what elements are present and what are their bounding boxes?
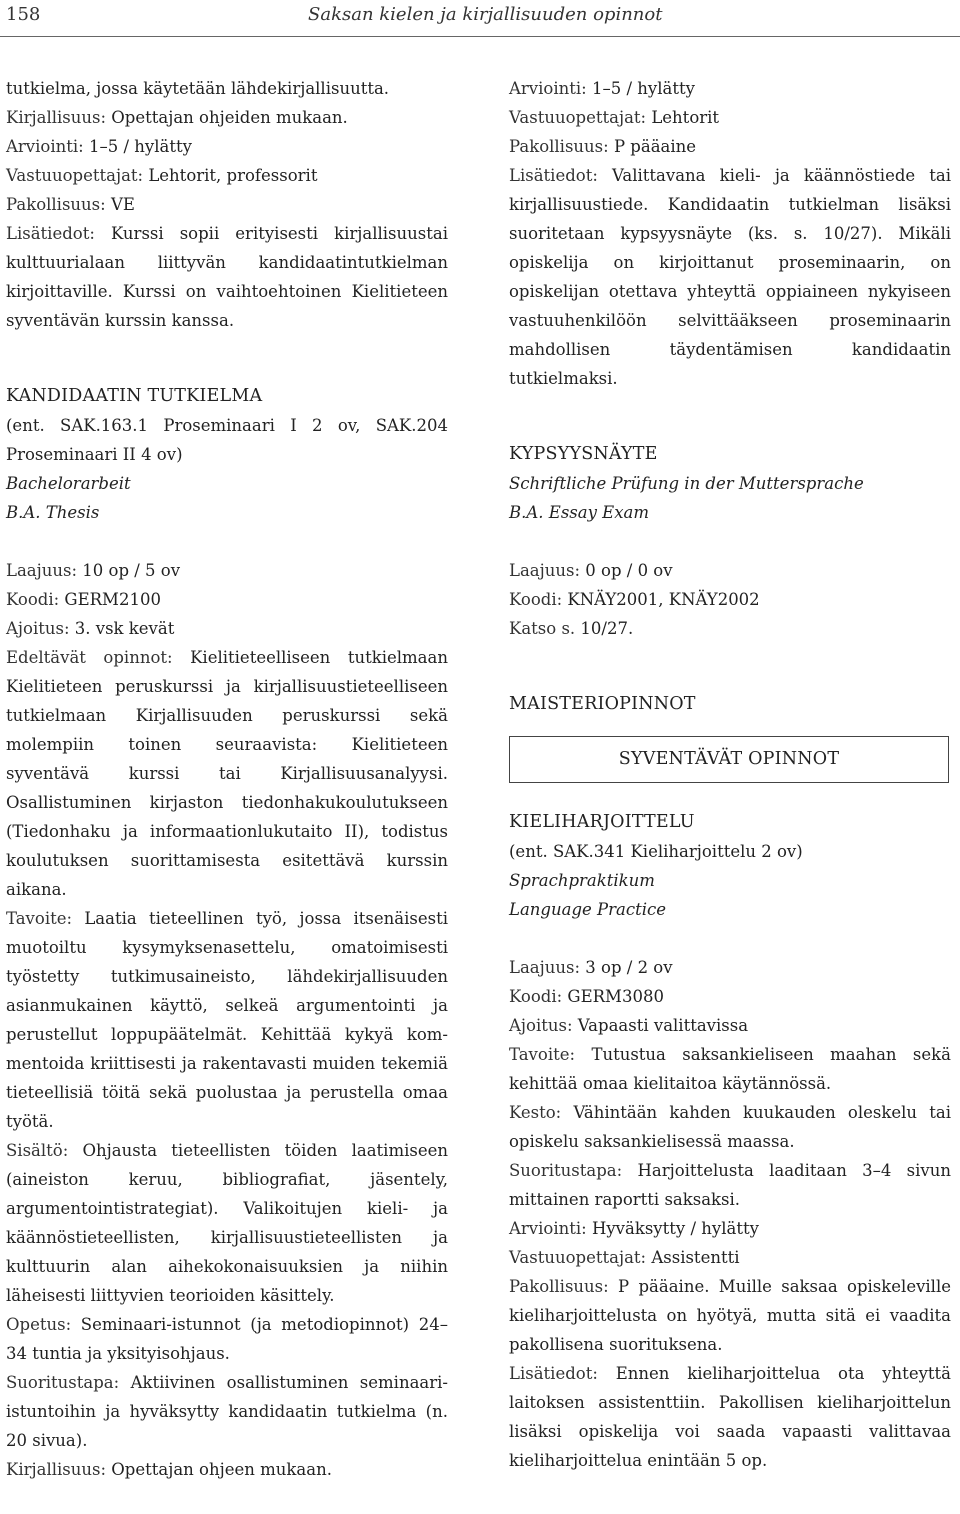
entry-scope <box>509 556 951 585</box>
advanced-studies-box <box>509 736 949 783</box>
entry-text: Tutustua saksankieliseen maahan sekä kehittää omaa kielitaitoa käytännössä. <box>509 1045 951 1093</box>
entry-label: Vastuuopettajat: <box>6 166 144 185</box>
entry-label: Laajuus: <box>509 958 581 977</box>
entry-label: Vastuuopettajat: <box>509 1248 647 1267</box>
language-practice-english-title: Language Practice <box>509 900 666 919</box>
entry-text: Vapaasti valittavissa <box>572 1016 749 1035</box>
entry-text: VE <box>105 195 135 214</box>
entry-see-page <box>509 614 951 643</box>
entry-text: Ohjausta tieteellisten töiden laatimiseen (aineiston keruu, bibliografiat, jäsentely, argumentointistrategiat). Valikoitujen kieli- ja käännöstieteellisten, kirjallisuustieteellisten ja kulttuurin alan aihekokonaisuuksien ja niihin läheisesti liittyvien teorioiden käsittely. <box>6 1141 448 1305</box>
entry-timing <box>6 614 448 643</box>
spacer <box>6 527 448 556</box>
entry-label: Suoritustapa: <box>509 1161 623 1180</box>
entry-label: Tavoite: <box>6 909 73 928</box>
language-practice-replaces: (ent. SAK.341 Kieliharjoittelu 2 ov) <box>509 842 803 861</box>
entry-compulsory <box>509 132 951 161</box>
entry-label: Opetus: <box>6 1315 72 1334</box>
entry-text: Kurssi sopii erityisesti kirjallisuustai kulttuurialaan liittyvän kandidaatintutkielman kirjoittaville. Kurssi on vaihtoehtoinen Kielitieteen syventävän kurssin kanssa. <box>6 224 448 330</box>
entry-label: Pakollisuus: <box>509 1277 609 1296</box>
entry-duration <box>509 1098 951 1156</box>
spacer <box>6 335 448 382</box>
entry-label: Arviointi: <box>509 79 587 98</box>
entry-assessment <box>509 1214 951 1243</box>
entry-label: Suoritustapa: <box>6 1373 120 1392</box>
entry-label: Pakollisuus: <box>6 195 106 214</box>
entry-teachers <box>509 103 951 132</box>
entry-objective <box>509 1040 951 1098</box>
entry-label: Koodi: <box>509 987 563 1006</box>
entry-text: GERM3080 <box>562 987 664 1006</box>
entry-text: Laatia tieteellinen työ, jossa itsenäisesti muotoiltu kysymyksenasettelu, omatoimisesti työstetty tutkimusaineisto, lähdekirjallisuuden asianmukainen käyttö, selkeä argumentointi ja perustellut loppupäätelmät. Kehittää kykyä kommentoida kriittisesti ja rakentavasti muiden tekemiä tieteellisiä töitä sekä puolustaa ja perustella omaa työtä. <box>6 909 448 1131</box>
entry-text: Vähintään kahden kuukauden oleskelu tai opiskelu saksankielisessä maassa. <box>509 1103 951 1151</box>
entry-label: Arviointi: <box>509 1219 587 1238</box>
entry-label: Pakollisuus: <box>509 137 609 156</box>
entry-compulsory <box>509 1272 951 1359</box>
thesis-replaces: (ent. SAK.163.1 Proseminaari I 2 ov, SAK.204 Proseminaari II 4 ov) <box>6 416 448 464</box>
entry-teaching <box>6 1310 448 1368</box>
entry-scope <box>509 953 951 982</box>
entry-text: P pääaine <box>608 137 697 156</box>
entry-text: 10 op / 5 ov <box>77 561 181 580</box>
entry-text: Lehtorit <box>646 108 720 127</box>
entry-text: Lehtorit, professorit <box>143 166 318 185</box>
entry-additional-info <box>509 1359 951 1475</box>
entry-teachers <box>6 161 448 190</box>
entry-scope <box>6 556 448 585</box>
entry-label: Koodi: <box>509 590 563 609</box>
entry-code <box>6 585 448 614</box>
entry-text: Harjoittelusta laaditaan 3–4 sivun mittainen raportti saksaksi. <box>509 1161 951 1209</box>
entry-label: Tavoite: <box>509 1045 576 1064</box>
entry-assessment <box>6 132 448 161</box>
entry-text: 0 op / 0 ov <box>580 561 673 580</box>
entry-text: GERM2100 <box>59 590 161 609</box>
left-column <box>6 74 448 1484</box>
entry-label: Ajoitus: <box>509 1016 573 1035</box>
entry-label: Sisältö: <box>6 1141 69 1160</box>
entry-text: 1–5 / hylätty <box>83 137 192 156</box>
entry-teachers <box>509 1243 951 1272</box>
entry-text: Opettajan ohjeen mukaan. <box>106 1460 332 1479</box>
header-rule <box>0 36 960 37</box>
entry-label: Laajuus: <box>6 561 78 580</box>
entry-objective <box>6 904 448 1136</box>
entry-text: 1–5 / hylätty <box>586 79 695 98</box>
entry-label: Kirjallisuus: <box>6 1460 107 1479</box>
entry-label: Lisätiedot: <box>509 166 598 185</box>
entry-timing <box>509 1011 951 1040</box>
entry-compulsory <box>6 190 448 219</box>
entry-text: Hyväksytty / hylätty <box>586 1219 759 1238</box>
entry-literature <box>6 103 448 132</box>
entry-prerequisites <box>6 643 448 904</box>
intro-continuation: tutkielma, jossa käytetään lähdekirjallisuutta. <box>6 79 390 98</box>
thesis-heading: KANDIDAATIN TUTKIELMA <box>6 386 263 406</box>
running-title: Saksan kielen ja kirjallisuuden opinnot <box>308 4 663 25</box>
entry-label: Lisätiedot: <box>6 224 95 243</box>
entry-text: Ennen kieliharjoittelua ota yhteyttä laitoksen assistenttiin. Pakollisen kieliharjoittelun lisäksi opiskelija voi saada vapaasti valittavaa kieliharjoittelua enintään 5 op. <box>509 1364 951 1470</box>
entry-text: KNÄY2001, KNÄY2002 <box>562 590 760 609</box>
entry-label: Katso s. <box>509 619 576 638</box>
entry-text: Kielitieteelliseen tutkielmaan Kielitieteen peruskurssi ja kirjallisuustieteelliseen tutkielmaan Kirjallisuuden peruskurssi sekä molempiin toinen seuraavista: Kielitieteen syventävä kurssi tai Kirjallisuusanalyysi. Osallistuminen kirjaston tiedonhakukoulutukseen (Tiedonhaku ja informaationlukutaito II), todistus koulutuksen suorittamisesta esitettävä kurssin aikana. <box>6 648 448 899</box>
entry-label: Lisätiedot: <box>509 1364 598 1383</box>
entry-completion <box>509 1156 951 1214</box>
entry-text: Aktiivinen osallistuminen seminaari-istuntoihin ja hyväksytty kandidaatin tutkielma (n. 20 sivua). <box>6 1373 448 1450</box>
entry-text: Opettajan ohjeiden mukaan. <box>106 108 348 127</box>
maturity-test-heading: KYPSYYSNÄYTE <box>509 444 658 464</box>
page-header <box>0 0 960 48</box>
thesis-english-title: B.A. Thesis <box>6 503 100 522</box>
spacer <box>509 924 951 953</box>
thesis-german-title: Bachelorarbeit <box>6 474 131 493</box>
entry-label: Kirjallisuus: <box>6 108 107 127</box>
maturity-german-title: Schriftliche Prüfung in der Muttersprache <box>509 474 864 493</box>
entry-assessment <box>509 74 951 103</box>
entry-label: Edeltävät opinnot: <box>6 648 173 667</box>
entry-label: Arviointi: <box>6 137 84 156</box>
advanced-studies-heading: SYVENTÄVÄT OPINNOT <box>618 749 840 769</box>
entry-label: Vastuuopettajat: <box>509 108 647 127</box>
entry-code <box>509 982 951 1011</box>
masters-studies-heading: MAISTERIOPINNOT <box>509 694 696 714</box>
entry-additional-info <box>509 161 951 393</box>
page-number: 158 <box>6 4 41 25</box>
entry-additional-info <box>6 219 448 335</box>
entry-completion <box>6 1368 448 1455</box>
spacer <box>509 527 951 556</box>
language-practice-german-title: Sprachpraktikum <box>509 871 655 890</box>
maturity-english-title: B.A. Essay Exam <box>509 503 649 522</box>
entry-text: 3 op / 2 ov <box>580 958 673 977</box>
entry-content <box>6 1136 448 1310</box>
entry-text: 3. vsk kevät <box>69 619 175 638</box>
entry-text: Valittavana kieli- ja käännöstiede tai kirjallisuustiede. Kandidaatin tutkielman lisäksi suoritetaan kypsyysnäyte (ks. s. 10/27). Mikäli opiskelija on kirjoittanut proseminaarin, on opiskelijan otettava yhteyttä oppiaineen nykyiseen vastuuhenkilöön selvittääkseen proseminaarin mahdollisen täydentämisen kandidaatin tutkielmaksi. <box>509 166 951 388</box>
entry-text: Seminaari-istunnot (ja metodiopinnot) 24–34 tuntia ja yksityisohjaus. <box>6 1315 448 1363</box>
spacer <box>509 643 951 690</box>
spacer <box>509 393 951 440</box>
entry-literature <box>6 1455 448 1484</box>
entry-code <box>509 585 951 614</box>
entry-text: 10/27. <box>575 619 634 638</box>
language-practice-heading: KIELIHARJOITTELU <box>509 812 695 832</box>
entry-label: Laajuus: <box>509 561 581 580</box>
entry-text: P pääaine. Muille saksaa opiskeleville kieliharjoittelusta on hyötyä, mutta sitä ei vaadita pakollisena suorituksena. <box>509 1277 951 1354</box>
entry-label: Koodi: <box>6 590 60 609</box>
right-column <box>509 74 951 1475</box>
entry-label: Ajoitus: <box>6 619 70 638</box>
entry-label: Kesto: <box>509 1103 562 1122</box>
entry-text: Assistentti <box>646 1248 740 1267</box>
